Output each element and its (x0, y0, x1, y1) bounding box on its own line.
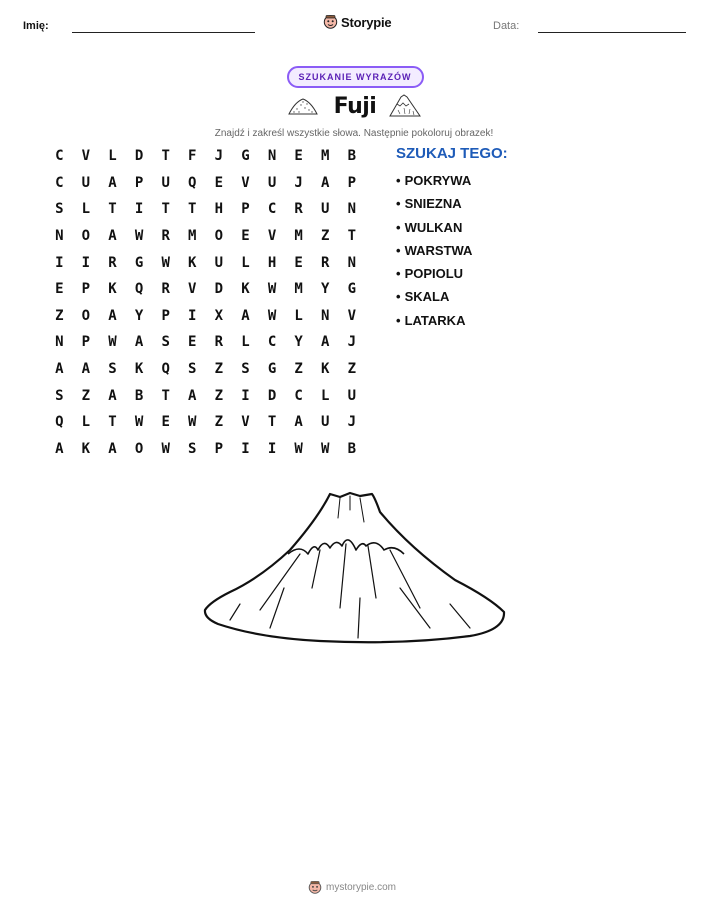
grid-letter[interactable]: N (55, 334, 64, 351)
grid-letter[interactable]: P (214, 440, 224, 457)
page-title: Fuji (333, 94, 377, 119)
grid-letter[interactable]: Q (55, 414, 64, 431)
grid-letter[interactable]: N (347, 201, 357, 218)
grid-letter[interactable]: W (321, 440, 330, 457)
grid-letter[interactable]: P (241, 201, 250, 218)
grid-letter[interactable]: Z (321, 228, 330, 245)
grid-letter[interactable]: E (188, 334, 197, 351)
word-list-item (396, 309, 472, 332)
grid-letter[interactable]: I (55, 254, 64, 271)
grid-letter[interactable]: T (161, 148, 170, 165)
word-list (396, 169, 472, 332)
grid-letter[interactable]: E (294, 148, 303, 165)
name-line[interactable] (72, 32, 255, 33)
grid-letter[interactable]: W (294, 440, 303, 457)
grid-letter[interactable]: M (294, 228, 303, 245)
bullet: • (396, 196, 401, 212)
grid-letter[interactable]: G (347, 281, 357, 298)
grid-letter[interactable]: M (294, 281, 303, 298)
grid-letter[interactable]: L (294, 307, 303, 324)
grid-letter[interactable]: O (214, 228, 224, 245)
grid-letter[interactable]: I (134, 201, 144, 218)
grid-letter[interactable]: J (214, 148, 224, 165)
grid-letter[interactable]: W (134, 414, 144, 431)
grid-letter[interactable]: W (108, 334, 117, 351)
grid-letter[interactable]: M (188, 228, 197, 245)
grid-letter[interactable]: K (241, 281, 250, 298)
grid-letter[interactable]: G (241, 148, 250, 165)
grid-letter[interactable]: J (294, 174, 303, 191)
grid-letter[interactable]: C (267, 334, 277, 351)
grid-letter[interactable]: Y (321, 281, 330, 298)
bullet: • (396, 312, 401, 328)
grid-letter[interactable]: A (108, 307, 117, 324)
grid-letter[interactable]: W (161, 254, 170, 271)
bullet: • (396, 173, 401, 188)
activity-badge: SZUKANIE WYRAZÓW (287, 66, 424, 88)
bullet: • (396, 266, 401, 282)
grid-letter[interactable]: E (241, 228, 250, 245)
grid-letter[interactable]: U (321, 201, 330, 218)
grid-letter[interactable]: W (134, 228, 144, 245)
grid-letter[interactable]: K (188, 254, 197, 271)
grid-letter[interactable]: A (108, 228, 117, 245)
grid-letter[interactable]: P (347, 174, 357, 191)
grid-letter[interactable]: W (161, 440, 170, 457)
word-list-item (396, 285, 472, 308)
date-line[interactable] (538, 32, 686, 33)
grid-letter[interactable]: D (134, 148, 144, 165)
grid-letter[interactable]: Z (294, 361, 303, 378)
grid-letter[interactable]: W (267, 307, 277, 324)
grid-letter[interactable]: A (108, 440, 117, 457)
grid-letter[interactable]: V (241, 414, 250, 431)
grid-letter[interactable]: S (161, 334, 170, 351)
grid-letter[interactable]: I (267, 440, 277, 457)
grid-letter[interactable]: T (161, 387, 170, 404)
grid-letter[interactable]: N (321, 307, 330, 324)
bullet: • (396, 289, 401, 305)
grid-letter[interactable]: C (55, 174, 64, 191)
grid-letter[interactable]: U (81, 174, 91, 191)
grid-letter[interactable]: J (347, 334, 357, 351)
grid-letter[interactable]: S (55, 201, 64, 218)
bullet: • (396, 242, 401, 258)
grid-letter[interactable]: A (321, 334, 330, 351)
grid-letter[interactable]: F (188, 148, 197, 165)
grid-letter[interactable]: W (188, 414, 197, 431)
grid-letter[interactable]: R (108, 254, 117, 271)
mountain-icon (388, 92, 422, 118)
grid-letter[interactable]: Z (214, 414, 224, 431)
footer-site: mystorypie.com (326, 882, 397, 893)
grid-letter[interactable]: K (81, 440, 91, 457)
name-label: Imię: (23, 20, 49, 32)
grid-letter[interactable]: T (188, 201, 197, 218)
grid-letter[interactable]: H (267, 254, 277, 271)
grid-letter[interactable]: A (321, 174, 330, 191)
word-text: WULKAN (404, 219, 463, 235)
grid-letter[interactable]: G (134, 254, 144, 271)
grid-letter[interactable]: L (321, 387, 330, 404)
grid-letter[interactable]: K (134, 361, 144, 378)
grid-letter[interactable]: Z (214, 361, 224, 378)
grid-letter[interactable]: N (55, 228, 64, 245)
grid-letter[interactable]: B (134, 387, 144, 404)
grid-letter[interactable]: P (134, 174, 144, 191)
grid-letter[interactable]: L (81, 414, 91, 431)
brand-logo (323, 14, 391, 30)
grid-letter[interactable]: R (321, 254, 330, 271)
grid-letter[interactable]: U (161, 174, 170, 191)
grid-letter[interactable]: E (55, 281, 64, 298)
grid-letter[interactable]: X (214, 307, 224, 324)
word-list-item (396, 169, 472, 192)
grid-letter[interactable]: O (81, 307, 91, 324)
word-list-item (396, 262, 472, 285)
storypie-mascot-icon (323, 14, 338, 30)
grid-letter[interactable]: A (108, 387, 117, 404)
grid-letter[interactable]: U (214, 254, 224, 271)
grid-letter[interactable]: O (134, 440, 144, 457)
grid-letter[interactable]: I (81, 254, 91, 271)
word-list-item (396, 216, 472, 239)
grid-letter[interactable]: T (161, 201, 170, 218)
grid-letter[interactable]: M (321, 148, 330, 165)
grid-letter[interactable]: B (347, 148, 357, 165)
storypie-mascot-icon (308, 880, 322, 895)
grid-letter[interactable]: A (134, 334, 144, 351)
grid-letter[interactable]: P (161, 307, 170, 324)
grid-letter[interactable]: T (108, 201, 117, 218)
grid-letter[interactable]: S (55, 387, 64, 404)
grid-letter[interactable]: J (347, 414, 357, 431)
grid-letter[interactable]: I (188, 307, 197, 324)
grid-letter[interactable]: T (267, 414, 277, 431)
grid-letter[interactable]: D (267, 387, 277, 404)
word-text: POPIOLU (404, 266, 464, 282)
grid-letter[interactable]: H (214, 201, 224, 218)
word-list-item (396, 239, 472, 262)
grid-letter[interactable]: L (241, 334, 250, 351)
grid-letter[interactable]: V (241, 174, 250, 191)
grid-letter[interactable]: A (55, 361, 64, 378)
grid-letter[interactable]: S (241, 361, 250, 378)
grid-letter[interactable]: L (81, 201, 91, 218)
grid-letter[interactable]: A (108, 174, 117, 191)
word-text: SKALA (404, 289, 450, 305)
grid-letter[interactable]: V (81, 148, 91, 165)
grid-letter[interactable]: G (267, 361, 277, 378)
grid-letter[interactable]: P (81, 281, 91, 298)
word-text: SNIEZNA (404, 196, 462, 212)
grid-letter[interactable]: E (294, 254, 303, 271)
grid-letter[interactable]: V (188, 281, 197, 298)
grid-letter[interactable]: R (294, 201, 303, 218)
grid-letter[interactable]: A (188, 387, 197, 404)
grid-letter[interactable]: R (214, 334, 224, 351)
word-text: LATARKA (404, 312, 466, 328)
brand-name: Storypie (341, 14, 392, 30)
grid-letter[interactable]: R (161, 281, 170, 298)
grid-letter[interactable]: K (321, 361, 330, 378)
grid-letter[interactable]: A (55, 440, 64, 457)
word-list-title: SZUKAJ TEGO: (396, 145, 508, 162)
grid-letter[interactable]: S (108, 361, 117, 378)
grid-letter[interactable]: U (321, 414, 330, 431)
grid-letter[interactable]: C (294, 387, 303, 404)
grid-letter[interactable]: I (241, 440, 250, 457)
grid-letter[interactable]: R (161, 228, 170, 245)
grid-letter[interactable]: K (108, 281, 117, 298)
grid-letter[interactable]: E (161, 414, 170, 431)
grid-letter[interactable]: T (347, 228, 357, 245)
grid-letter[interactable]: A (294, 414, 303, 431)
word-text: POKRYWA (404, 173, 472, 188)
grid-letter[interactable]: D (214, 281, 224, 298)
grid-letter[interactable]: I (241, 387, 250, 404)
word-list-item (396, 192, 472, 215)
grid-letter[interactable]: Y (294, 334, 303, 351)
grid-letter[interactable]: L (241, 254, 250, 271)
grid-letter[interactable]: Q (134, 281, 144, 298)
grid-letter[interactable]: Z (214, 387, 224, 404)
grid-letter[interactable]: U (347, 387, 357, 404)
grid-letter[interactable]: Q (188, 174, 197, 191)
grid-letter[interactable]: O (81, 228, 91, 245)
grid-letter[interactable]: C (55, 148, 64, 165)
grid-letter[interactable]: N (267, 148, 277, 165)
word-search-grid (46, 143, 365, 462)
bullet: • (396, 219, 401, 235)
grid-letter[interactable]: W (267, 281, 277, 298)
grid-letter[interactable]: E (214, 174, 224, 191)
grid-letter[interactable]: Y (134, 307, 144, 324)
grid-letter[interactable]: Z (347, 361, 357, 378)
sand-pile-icon (287, 94, 319, 116)
date-label: Data: (493, 20, 520, 32)
grid-letter[interactable]: B (347, 440, 357, 457)
grid-letter[interactable]: A (241, 307, 250, 324)
grid-letter[interactable]: S (188, 440, 197, 457)
grid-letter[interactable]: C (267, 201, 277, 218)
grid-letter[interactable]: V (267, 228, 277, 245)
instructions: Znajdź i zakreśl wszystkie słowa. Następnie pokoloruj obrazek! (214, 128, 494, 139)
grid-letter[interactable]: U (267, 174, 277, 191)
grid-letter[interactable]: P (81, 334, 91, 351)
footer (308, 880, 396, 895)
grid-letter[interactable]: V (347, 307, 357, 324)
grid-letter[interactable]: Q (161, 361, 170, 378)
grid-letter[interactable]: T (108, 414, 117, 431)
grid-letter[interactable]: S (188, 361, 197, 378)
grid-letter[interactable]: Z (55, 307, 64, 324)
word-text: WARSTWA (404, 242, 473, 258)
mount-fuji-illustration (200, 488, 508, 646)
grid-letter[interactable]: A (81, 361, 91, 378)
grid-letter[interactable]: L (108, 148, 117, 165)
grid-letter[interactable]: N (347, 254, 357, 271)
grid-letter[interactable]: Z (81, 387, 91, 404)
